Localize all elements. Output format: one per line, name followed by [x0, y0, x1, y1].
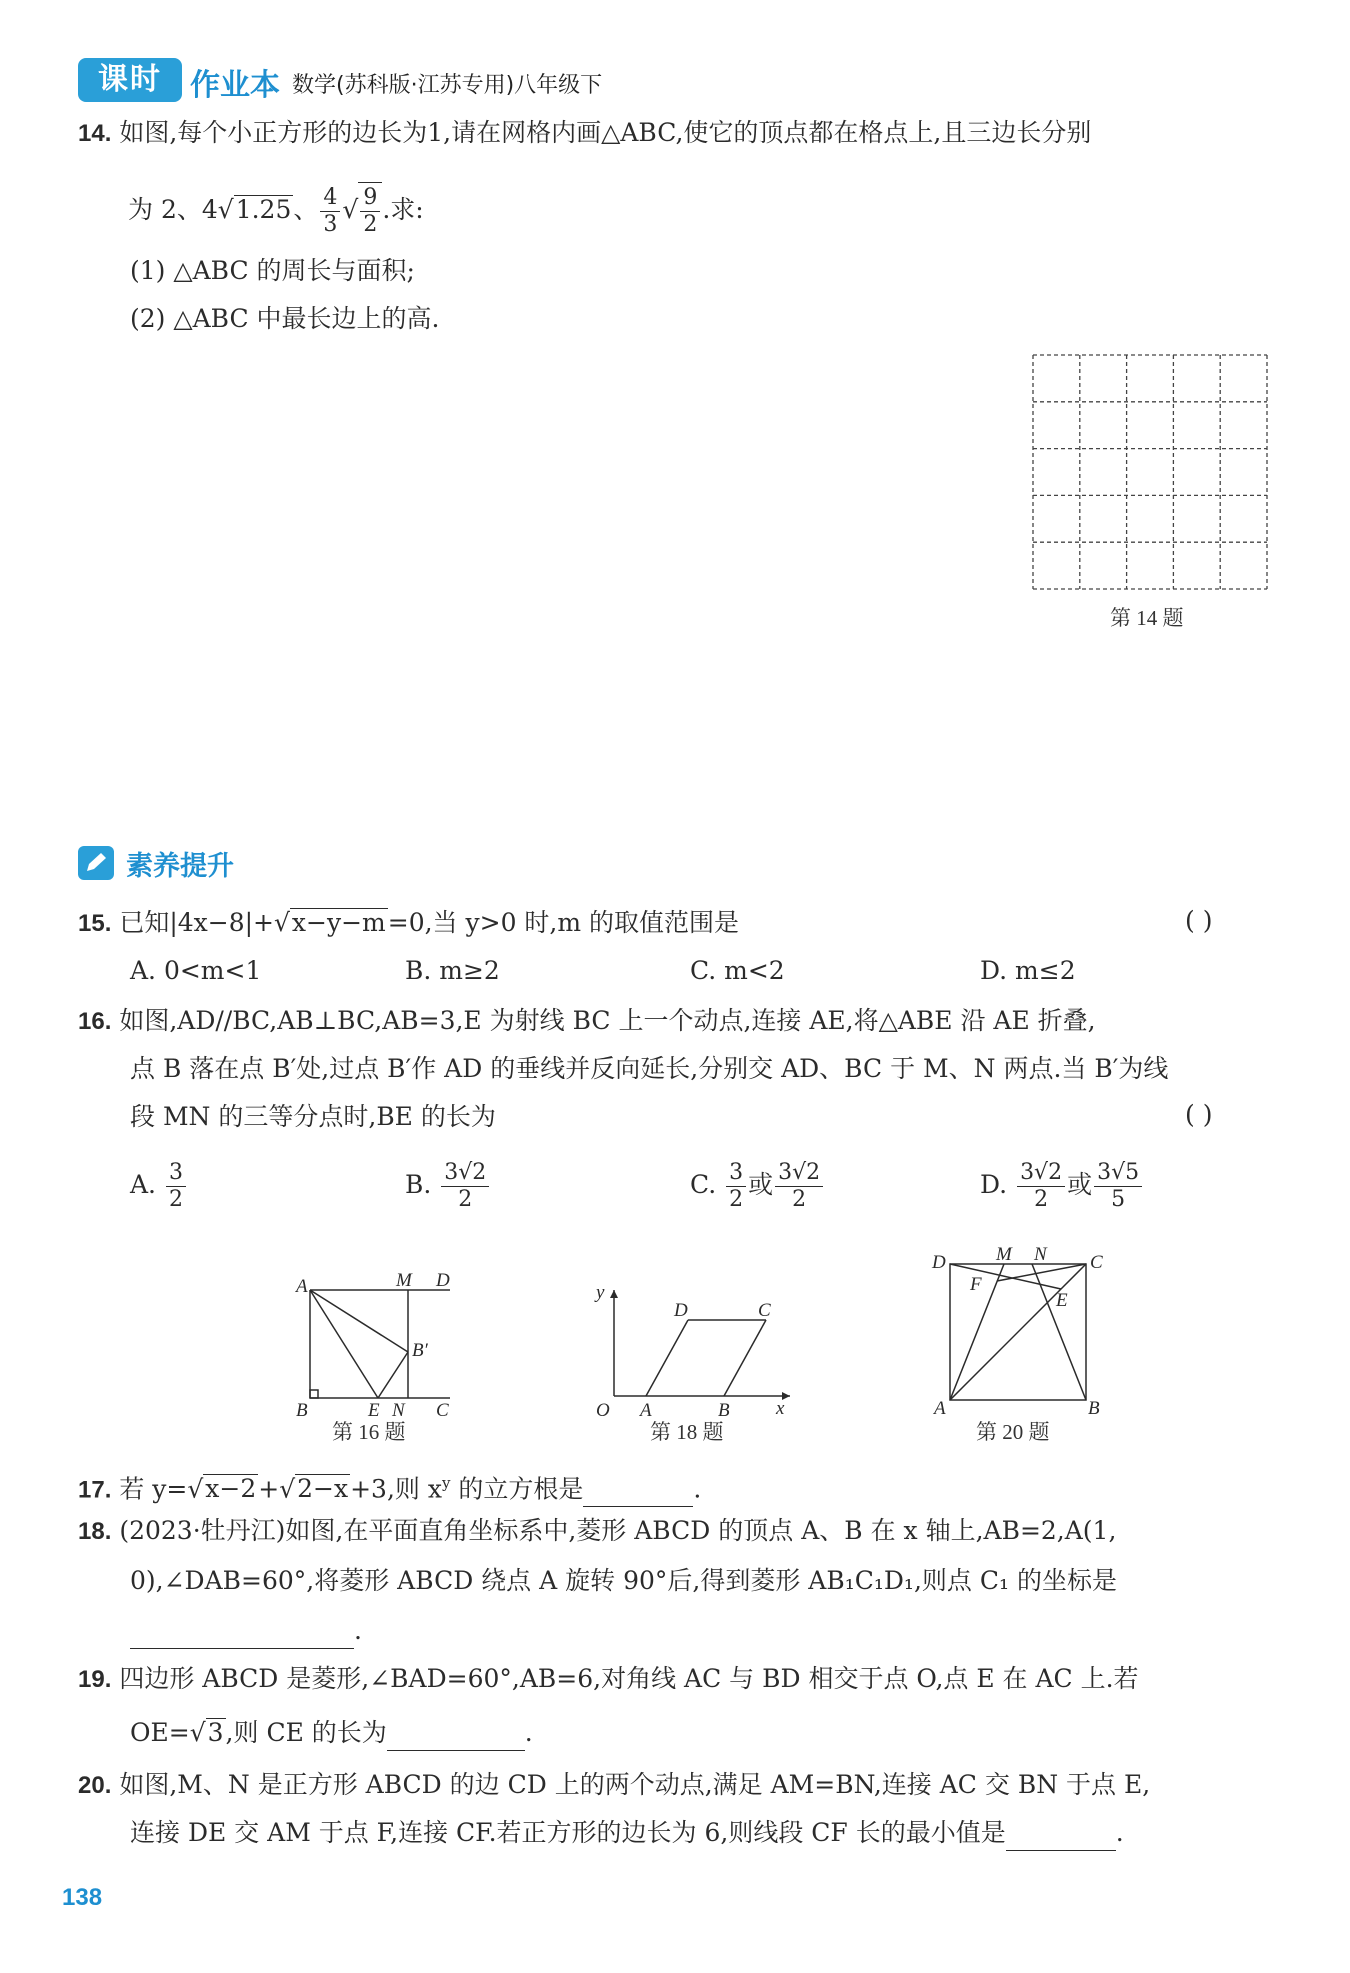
- q20-end: .: [1115, 1818, 1124, 1847]
- fig16-label-n: N: [392, 1400, 405, 1418]
- q18-number: 18.: [78, 1518, 112, 1545]
- q19-end: .: [524, 1718, 533, 1747]
- q14-number: 14.: [78, 120, 112, 147]
- q15-answer-paren: ( ): [1185, 906, 1213, 935]
- q20-text-line2: 连接 DE 交 AM 于点 F,连接 CF.若正方形的边长为 6,则线段 CF 长的最小值是: [130, 1818, 1006, 1847]
- q16-option-d-num2: 3√5: [1094, 1160, 1142, 1187]
- q16-option-d: [980, 1160, 1144, 1213]
- q15-number: 15.: [78, 910, 112, 937]
- header-subtitle: 数学(苏科版·江苏专用)八年级下: [292, 73, 603, 98]
- fig16-caption: 第 16 题: [332, 1420, 406, 1444]
- fig16-label-c: C: [436, 1400, 449, 1418]
- q16-option-b-label: B.: [405, 1170, 432, 1199]
- q18-line2: 0),∠DAB=60°,将菱形 ABCD 绕点 A 旋转 90°后,得到菱形 AB₁C₁D₁,则点 C₁ 的坐标是: [130, 1566, 1117, 1595]
- q17-sqrt-1: x−2: [205, 1474, 257, 1504]
- q16-option-b-num: 3√2: [441, 1160, 489, 1187]
- header-title: 作业本: [190, 68, 280, 103]
- q18-answer-blank[interactable]: [130, 1614, 354, 1649]
- pencil-icon: [78, 846, 114, 880]
- fig20-caption: 第 20 题: [976, 1420, 1050, 1444]
- q16-option-c-num1: 3: [726, 1160, 746, 1187]
- q17-end: .: [693, 1474, 702, 1504]
- q16-option-d-den1: 2: [1034, 1187, 1049, 1212]
- q15-option-a: A. 0<m<1: [130, 956, 262, 985]
- q17-number: 17.: [78, 1476, 112, 1504]
- q16-line3: 段 MN 的三等分点时,BE 的长为: [130, 1102, 496, 1131]
- q14-sqrt-2: [358, 182, 382, 240]
- q19-text-b: ,则 CE 的长为: [225, 1718, 387, 1747]
- q15-line1: 15. 已知|4x−8|+√x−y−m=0,当 y>0 时,m 的取值范围是: [78, 908, 740, 937]
- q18-end: .: [354, 1616, 362, 1645]
- q14-line2: 为 2、4√1.25、 $\frac{4}{3}$ √ $\frac{9}{2}$ .求:: [128, 180, 424, 240]
- fig16-label-b-prime: B′: [412, 1340, 428, 1361]
- q18-line1: [78, 1514, 1116, 1549]
- q14-caption: 第 14 题: [1110, 606, 1184, 630]
- fig16-label-d: D: [436, 1270, 450, 1291]
- figure-20: [928, 1246, 1108, 1416]
- fig20-label-c: C: [1090, 1252, 1103, 1273]
- q19-text-a: OE=: [130, 1718, 190, 1747]
- fig18-label-o: O: [596, 1400, 610, 1418]
- q14-part2: (2) △ABC 中最长边上的高.: [130, 304, 440, 333]
- q16-option-b: [405, 1160, 491, 1213]
- q14-grid-figure: [1030, 352, 1274, 592]
- q14-separator: 、: [293, 195, 319, 224]
- q15-option-c: C. m<2: [690, 956, 785, 985]
- q19-number: 19.: [78, 1666, 112, 1693]
- fig20-label-e: E: [1056, 1290, 1068, 1311]
- fig20-label-b: B: [1088, 1398, 1100, 1416]
- fig20-label-f: F: [970, 1274, 982, 1295]
- fig16-label-b: B: [296, 1400, 308, 1418]
- fig18-label-a: A: [640, 1400, 652, 1418]
- q14-frac-den: 3: [323, 212, 338, 237]
- q19-line2: OE=√3,则 CE 的长为 .: [130, 1716, 533, 1751]
- q16-option-a-label: A.: [130, 1170, 157, 1199]
- fig20-label-a: A: [934, 1398, 946, 1416]
- fig16-label-e: E: [368, 1400, 380, 1418]
- header-logo: 课时: [78, 58, 182, 102]
- q19-text-line1: 四边形 ABCD 是菱形,∠BAD=60°,AB=6,对角线 AC 与 BD 相交于点 O,点 E 在 AC 上.若: [119, 1664, 1139, 1693]
- q16-option-d-label: D.: [980, 1170, 1008, 1199]
- fig18-label-d: D: [674, 1300, 688, 1321]
- fig20-label-m: M: [996, 1246, 1012, 1265]
- figure-16: [290, 1268, 470, 1418]
- q17-line1: 17. 若 y=√x−2+√2−x+3,则 $x^y$ 的立方根是 .: [78, 1466, 701, 1507]
- q14-text-line1: 如图,每个小正方形的边长为1,请在网格内画△ABC,使它的顶点都在格点上,且三边长分别: [119, 118, 1092, 147]
- q20-number: 20.: [78, 1772, 112, 1799]
- q20-line2: [130, 1816, 1124, 1851]
- fig18-label-x: x: [776, 1398, 785, 1418]
- q16-option-c-den1: 2: [729, 1187, 744, 1212]
- q16-option-d-den2: 5: [1111, 1187, 1126, 1212]
- q16-option-d-num1: 3√2: [1017, 1160, 1065, 1187]
- q15-option-d: D. m≤2: [980, 956, 1076, 985]
- q16-option-d-or: 或: [1067, 1170, 1093, 1199]
- q19-line1: [78, 1662, 1139, 1697]
- q20-line1: [78, 1768, 1150, 1803]
- q16-option-a: [130, 1160, 188, 1213]
- q16-line1: [78, 1004, 1096, 1039]
- q14-suffix: .求:: [382, 195, 424, 224]
- q20-answer-blank[interactable]: [1006, 1816, 1116, 1851]
- fig16-label-m: M: [396, 1270, 412, 1291]
- q14-line1: [78, 116, 1091, 151]
- fig20-label-n: N: [1034, 1246, 1047, 1265]
- q16-option-c-label: C.: [690, 1170, 717, 1199]
- fig18-label-y: y: [596, 1282, 605, 1303]
- section-title: 素养提升: [126, 851, 234, 882]
- q16-option-b-den: 2: [458, 1187, 473, 1212]
- q14-sqrt2-num: 9: [360, 185, 380, 212]
- q16-option-c-or: 或: [748, 1170, 774, 1199]
- page-number: 138: [62, 1884, 103, 1911]
- fig16-label-a: A: [296, 1276, 308, 1297]
- q16-line2: 点 B 落在点 B′处,过点 B′作 AD 的垂线并反向延长,分别交 AD、BC 于 M、N 两点.当 B′为线: [130, 1054, 1169, 1083]
- q15-text-b: =0,当 y>0 时,m 的取值范围是: [387, 908, 740, 937]
- q18-line3: [130, 1614, 362, 1649]
- q16-text-line1: 如图,AD//BC,AB⊥BC,AB=3,E 为射线 BC 上一个动点,连接 AE,将△ABE 沿 AE 折叠,: [119, 1006, 1096, 1035]
- q19-answer-blank[interactable]: [387, 1716, 525, 1751]
- q17-answer-blank[interactable]: [583, 1472, 693, 1507]
- q14-frac-num: 4: [320, 185, 340, 212]
- fig18-label-b: B: [718, 1400, 730, 1418]
- q14-sqrt2-den: 2: [363, 212, 378, 237]
- q17-exponent: y: [441, 1474, 451, 1492]
- q16-option-a-num: 3: [166, 1160, 186, 1187]
- q16-option-a-den: 2: [168, 1187, 183, 1212]
- q17-text-b: +3,则 x: [350, 1474, 442, 1504]
- q16-option-c: [690, 1160, 825, 1213]
- q14-fraction: [320, 185, 340, 238]
- q14-sqrt-1: 1.25: [235, 195, 292, 224]
- q16-answer-paren: ( ): [1185, 1100, 1213, 1129]
- q15-text-a: 已知|4x−8|+: [119, 908, 274, 937]
- q17-text-a: 若 y=: [119, 1474, 188, 1504]
- q15-sqrt: x−y−m: [291, 908, 386, 937]
- q14-lengths-prefix: 为 2、4: [128, 195, 218, 224]
- figure-18: [590, 1278, 800, 1418]
- q14-part1: (1) △ABC 的周长与面积;: [130, 256, 415, 285]
- q17-text-c: 的立方根是: [450, 1474, 584, 1504]
- fig20-label-d: D: [932, 1252, 946, 1273]
- fig18-caption: 第 18 题: [650, 1420, 724, 1444]
- q19-sqrt: 3: [207, 1718, 224, 1747]
- q20-text-line1: 如图,M、N 是正方形 ABCD 的边 CD 上的两个动点,满足 AM=BN,连接 AC 交 BN 于点 E,: [119, 1770, 1151, 1799]
- q17-plus: +: [258, 1474, 280, 1504]
- q16-option-c-num2: 3√2: [775, 1160, 823, 1187]
- q18-text-line1: (2023·牡丹江)如图,在平面直角坐标系中,菱形 ABCD 的顶点 A、B 在 x 轴上,AB=2,A(1,: [119, 1516, 1117, 1545]
- q15-option-b: B. m≥2: [405, 956, 500, 985]
- q16-option-c-den2: 2: [792, 1187, 807, 1212]
- fig18-label-c: C: [758, 1300, 771, 1321]
- q17-sqrt-2: 2−x: [297, 1474, 349, 1504]
- q16-number: 16.: [78, 1008, 112, 1035]
